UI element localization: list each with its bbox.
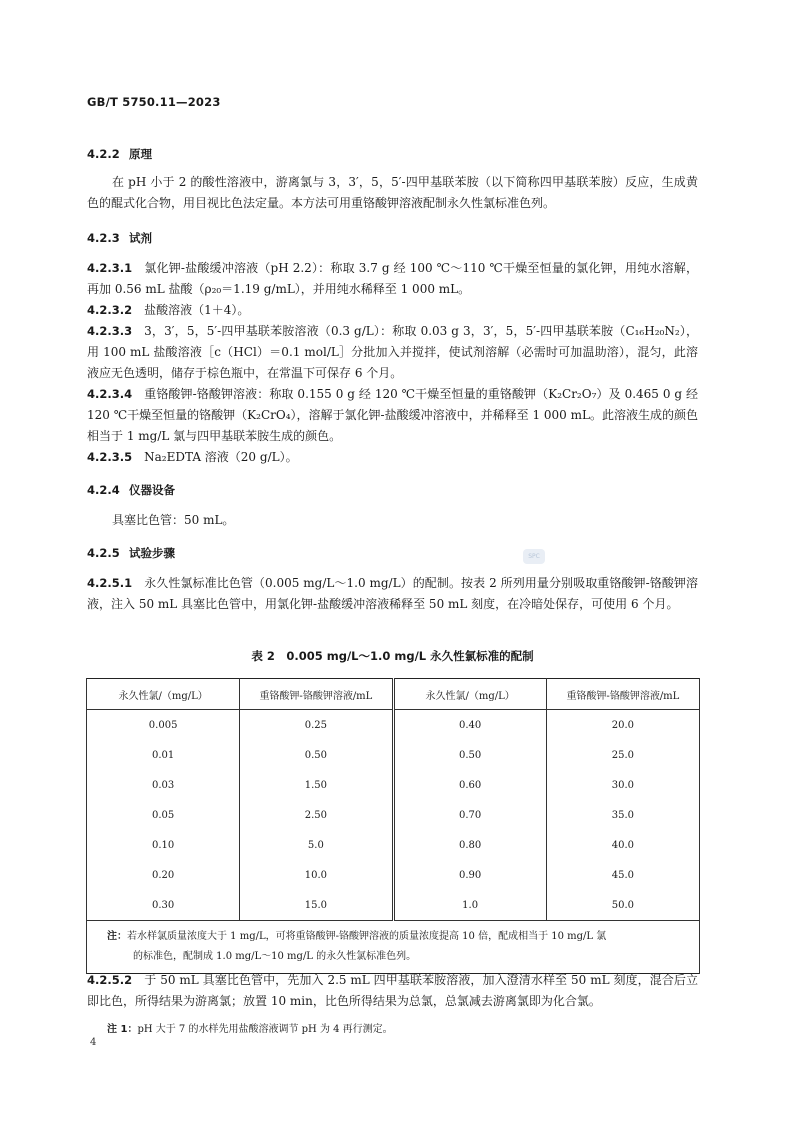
page-number: 4 (90, 1037, 97, 1048)
table-note-line-2: 的标准色，配制成 1.0 mg/L～10 mg/L 的永久性氯标准色列。 (133, 951, 417, 962)
section-title: 试验步骤 (129, 546, 175, 560)
procedure-item-1 (87, 573, 698, 615)
table-cell: 10.0 (240, 860, 393, 890)
table-cell: 0.30 (87, 890, 240, 921)
clause-text: 永久性氯标准比色管（0.005 mg/L～1.0 mg/L）的配制。按表 2 所列用量分别吸取重铬酸钾-铬酸钾溶液，注入 50 mL 具塞比色管中，用氯化钾-盐酸缓冲溶液稀释至 50 mL 刻度，在冷暗处保存，可使用 6 个月。 (87, 576, 698, 611)
clause-text: 3，3′，5，5′-四甲基联苯胺溶液（0.3 g/L）：称取 0.03 g 3，3′，5，5′-四甲基联苯胺（C₁₆H₂₀N₂），用 100 mL 盐酸溶液［c（HCl）＝0.1 mol/L］分批加入并搅拌，使试剂溶解（必需时可加温助溶），混匀，此溶液应无色透明，储存于棕色瓶中，在常温下可保存 6 个月。 (87, 324, 698, 380)
footnote (107, 1020, 393, 1035)
section-number: 4.2.2 (87, 147, 120, 161)
table-row (87, 710, 700, 741)
table-cell: 1.50 (240, 770, 393, 800)
clause-number: 4.2.3.5 (87, 450, 133, 464)
table-cell: 0.10 (87, 830, 240, 860)
clause-text: 氯化钾-盐酸缓冲溶液（pH 2.2）：称取 3.7 g 经 100 ℃～110 ℃干燥至恒量的氯化钾，用纯水溶解，再加 0.56 mL 盐酸（ρ₂₀＝1.19 g/mL），并用纯水稀释至 1 000 mL。 (87, 261, 698, 296)
table-note-line-1 (107, 927, 689, 947)
reagent-item-5 (87, 447, 698, 468)
clause-number: 4.2.3.2 (87, 303, 133, 317)
table-note (87, 921, 700, 974)
section-title: 仪器设备 (129, 483, 175, 497)
clause-number: 4.2.5.1 (87, 576, 133, 590)
table-header-cell: 永久性氯/（mg/L） (87, 679, 240, 710)
clause-text: 盐酸溶液（1＋4）。 (144, 303, 250, 317)
table-row (87, 860, 700, 890)
table-cell: 0.005 (87, 710, 240, 741)
reagent-item-1 (87, 258, 698, 300)
equipment-paragraph: 具塞比色管：50 mL。 (112, 513, 235, 527)
table-row (87, 800, 700, 830)
standard-color-table (86, 678, 700, 974)
clause-number: 4.2.3.3 (87, 324, 133, 338)
reagent-item-4 (87, 384, 698, 447)
note-text: 若水样氯质量浓度大于 1 mg/L，可将重铬酸钾-铬酸钾溶液的质量浓度提高 10 倍，配成相当于 10 mg/L 氯 (127, 931, 607, 942)
principle-paragraph: 在 pH 小于 2 的酸性溶液中，游离氯与 3，3′，5，5′-四甲基联苯胺（以下简称四甲基联苯胺）反应，生成黄色的醌式化合物，用目视比色法定量。本方法可用重铬酸钾溶液配制永久性氯标准色列。 (87, 175, 698, 210)
table-cell: 5.0 (240, 830, 393, 860)
table-cell: 15.0 (240, 890, 393, 921)
watermark-logo: SPC (523, 549, 545, 564)
table-cell: 0.20 (87, 860, 240, 890)
table-cell: 35.0 (546, 800, 699, 830)
table-row (87, 740, 700, 770)
table-cell: 50.0 (546, 890, 699, 921)
standard-code-header: GB/T 5750.11—2023 (87, 95, 221, 109)
note-label: 注： (107, 931, 127, 942)
table-cell: 1.0 (393, 890, 546, 921)
table-title: 表 2 0.005 mg/L～1.0 mg/L 永久性氯标准的配制 (251, 649, 534, 663)
table-cell: 0.90 (393, 860, 546, 890)
table-cell: 0.60 (393, 770, 546, 800)
clause-text: Na₂EDTA 溶液（20 g/L）。 (144, 450, 298, 464)
table-header-row (87, 679, 700, 710)
table-cell: 0.25 (240, 710, 393, 741)
table-header-cell: 重铬酸钾-铬酸钾溶液/mL (546, 679, 699, 710)
section-number: 4.2.5 (87, 546, 120, 560)
clause-number: 4.2.3.4 (87, 387, 133, 401)
reagent-item-2 (87, 300, 698, 321)
section-heading-principle (87, 146, 152, 162)
section-number: 4.2.4 (87, 483, 120, 497)
table-cell: 20.0 (546, 710, 699, 741)
clause-text: 于 50 mL 具塞比色管中，先加入 2.5 mL 四甲基联苯胺溶液，加入澄清水样至 50 mL 刻度，混合后立即比色，所得结果为游离氯；放置 10 min，比色所得结果为总氯，总氯减去游离氯即为化合氯。 (87, 973, 698, 1008)
footnote-label: 注 1： (107, 1024, 138, 1035)
table-header-cell: 永久性氯/（mg/L） (393, 679, 546, 710)
section-title: 试剂 (129, 231, 152, 245)
table-cell: 25.0 (546, 740, 699, 770)
table-cell: 0.03 (87, 770, 240, 800)
section-title: 原理 (129, 147, 152, 161)
table-row (87, 890, 700, 921)
table-note-row (87, 921, 700, 974)
section-number: 4.2.3 (87, 231, 120, 245)
table-cell: 0.50 (393, 740, 546, 770)
table-header-cell: 重铬酸钾-铬酸钾溶液/mL (240, 679, 393, 710)
section-heading-equipment (87, 482, 175, 498)
table-row (87, 830, 700, 860)
clause-number: 4.2.5.2 (87, 973, 133, 987)
clause-number: 4.2.3.1 (87, 261, 133, 275)
clause-text: 重铬酸钾-铬酸钾溶液：称取 0.155 0 g 经 120 ℃干燥至恒量的重铬酸钾（K₂Cr₂O₇）及 0.465 0 g 经 120 ℃干燥至恒量的铬酸钾（K₂CrO₄），溶解于氯化钾-盐酸缓冲溶液中，并稀释至 1 000 mL。此溶液生成的颜色相当于 1 mg/L 氯与四甲基联苯胺生成的颜色。 (87, 387, 698, 443)
procedure-item-2 (87, 970, 698, 1012)
table-cell: 2.50 (240, 800, 393, 830)
table-cell: 40.0 (546, 830, 699, 860)
table-row (87, 770, 700, 800)
table-cell: 45.0 (546, 860, 699, 890)
section-heading-procedure (87, 545, 175, 561)
table-cell: 0.70 (393, 800, 546, 830)
reagent-item-3 (87, 321, 698, 384)
table-cell: 0.50 (240, 740, 393, 770)
table-cell: 0.40 (393, 710, 546, 741)
table-cell: 0.05 (87, 800, 240, 830)
table-cell: 30.0 (546, 770, 699, 800)
section-heading-reagents (87, 230, 152, 246)
table-cell: 0.01 (87, 740, 240, 770)
table-cell: 0.80 (393, 830, 546, 860)
footnote-text: pH 大于 7 的水样先用盐酸溶液调节 pH 为 4 再行测定。 (137, 1024, 393, 1035)
